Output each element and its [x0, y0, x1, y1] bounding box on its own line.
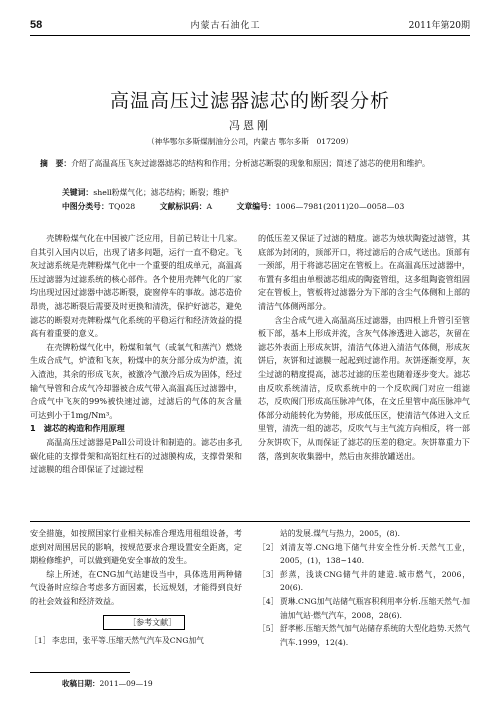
reference-item: ［4］ 贾琳.CNG加气站储气瓶容积利用率分析.压缩天然气·加油加气站·燃气汽车，2008，28(6). [258, 596, 470, 620]
reference-item: ［3］ 彭蒸，浅谈CNG储气井的建造.城市燃气，2006，20(6). [258, 569, 470, 593]
body-column-right [258, 232, 470, 463]
article-number-value: 1006—7981(2011)20—0058—03 [275, 202, 405, 211]
author-affiliation: （神华鄂尔多斯煤制油分公司，内蒙古 鄂尔多斯 017209） [146, 137, 354, 146]
body-paragraph: 综上所述，在CNG加气站建设当中，具体选用两种储气设备时应综合考虑多方面因素，长远规划，才能得到良好的社会效益和经济效益。 [30, 568, 242, 606]
keywords-label: 关键词： [62, 188, 94, 197]
doc-code-value: A [206, 202, 213, 211]
body-paragraph: 安全措施，如按照国家行业相关标准合理选用租组设备，考虑到对周围居民的影响，按规范要求合理设置安全距离，定期检修维护，可以做到避免安全事故的发生。 [30, 528, 242, 566]
clc-label: 中图分类号： [62, 202, 109, 211]
body-paragraph: 壳牌粉煤气化在中国被广泛应用，目前已转让十几家。自其引入国内以后，出现了诸多问题，运行一直不稳定。飞灰过滤系统是壳牌粉煤气化中一个重要的组成单元，高温高压过滤器为过滤系统的核心部件。各个使用壳牌气化的厂家均出现过因过滤器中滤芯断裂，旋窗停车的事故。滤芯造价昂贵，滤芯断裂后需要及时更换和清洗，保护好滤芯，避免滤芯的断裂对壳牌粉煤气化系统的平稳运行和经济效益的提高有着重要的意义。 [30, 233, 242, 339]
received-date-note [62, 678, 153, 689]
previous-article-tail-left [30, 527, 242, 648]
received-label: 收稿日期： [62, 679, 100, 688]
body-paragraph: 高温高压过滤器是Pall公司设计和制造的。滤芯由多孔碳化硅的支撑骨架和高铝红柱石的过滤膜构成，支撑骨架和过滤膜的组合即保证了过滤过程 [30, 436, 242, 475]
keywords-text: shell粉煤气化；滤芯结构；断裂；维护 [93, 188, 229, 197]
footnote-rule [30, 672, 130, 673]
body-paragraph: 在壳牌粉煤气化中，粉煤和氧气（或氧气和蒸汽）燃烧生成合成气，炉渣和飞灰，粉煤中的灰分部分成为炉渣，流入渣池，其余的形成飞灰，被激冷气激冷后成为固体，经过输气导管和合成气冷却器被合成气带入高温高压过滤器中，合成气中飞灰的99%被快速过滤，过滤后的气体的灰含量可达到小于1mg/Nm³。 [30, 341, 242, 420]
doc-code-label: 文献标识码： [159, 202, 207, 211]
abstract-label: 摘 要： [40, 159, 72, 168]
clc-value: TQ028 [108, 202, 136, 211]
abstract [40, 158, 460, 171]
article-title: 高温高压过滤器滤芯的断裂分析 [109, 90, 390, 112]
reference-item: 站的发展.煤气与热力，2005，(8). [280, 529, 400, 538]
references-heading: ［参考文献］ [30, 615, 242, 631]
reference-item: ［5］ 舒孝彬.压缩天然气加气站储存系统的大型化趋势.天然气汽车.1999，12(4). [258, 624, 470, 647]
issue-label: 2011年第20期 [408, 21, 470, 31]
reference-item: ［2］ 刘清友等.CNG地下储气井安全性分析.天然气工业，2005，(1)，138~140. [258, 542, 470, 566]
reference-item: ［1］ 李忠田，张平等.压缩天然气汽车及CNG加气 [30, 636, 204, 646]
classification-line [62, 201, 470, 212]
running-header [30, 14, 470, 36]
article-divider [30, 521, 470, 522]
abstract-text: 介绍了高温高压飞灰过滤器滤芯的结构和作用；分析滤芯断裂的现象和原因；简述了滤芯的使用和维护。 [71, 159, 430, 168]
received-date: 2011—09—19 [99, 679, 153, 688]
body-paragraph: 含尘合成气进入高温高压过滤器，由四根上升管引至管板下部，基本上形成并流，含灰气体渗透进入滤芯，灰留在滤芯外表面上形成灰饼，清洁气体进入清洁气体侧，形成灰饼后，灰饼和过滤膜一起起到过滤作用。灰饼逐渐变厚，灰尘过滤的精度提高，滤芯过滤的压差也随着逐步变大。滤芯由反吹系统清洁，反吹系统中的一个反吹阀门对应一组滤芯，反吹阀门形成高压脉冲气体，在文丘里管中高压脉冲气体部分动能转化为势能，形成低压区，使清洁气体进入文丘里管，清洗一组的滤芯，反吹气与主气流方向相反，将一部分灰饼吹下，从而保证了滤芯的压差的稳定。灰饼靠重力下落，落到灰收集器中，然后由灰排放罐送出。 [258, 314, 470, 461]
page-number: 58 [30, 19, 43, 31]
article-number-label: 文章编号： [236, 202, 276, 211]
journal-name: 内蒙古石油化工 [190, 21, 261, 31]
previous-article-tail-right [258, 527, 470, 649]
body-paragraph: 的低压差又保证了过滤的精度。滤芯为烛状陶瓷过滤管，其底部为封闭的，顶部开口，将过滤后的合成气送出。顶部有一颈部，用于将滤芯固定在管板上。在高温高压过滤器中，布置有多组由单根滤芯组成的陶瓷管组，这多组陶瓷管组固定在管板上，管板将过滤器分为下部的含尘气体侧和上部的清洁气体侧两部分。 [258, 233, 470, 311]
keywords [62, 187, 460, 198]
section-heading: 1 滤芯的构造和作用原理 [30, 423, 125, 434]
body-column-left [30, 232, 242, 477]
author-name: 冯恩刚 [229, 119, 271, 132]
